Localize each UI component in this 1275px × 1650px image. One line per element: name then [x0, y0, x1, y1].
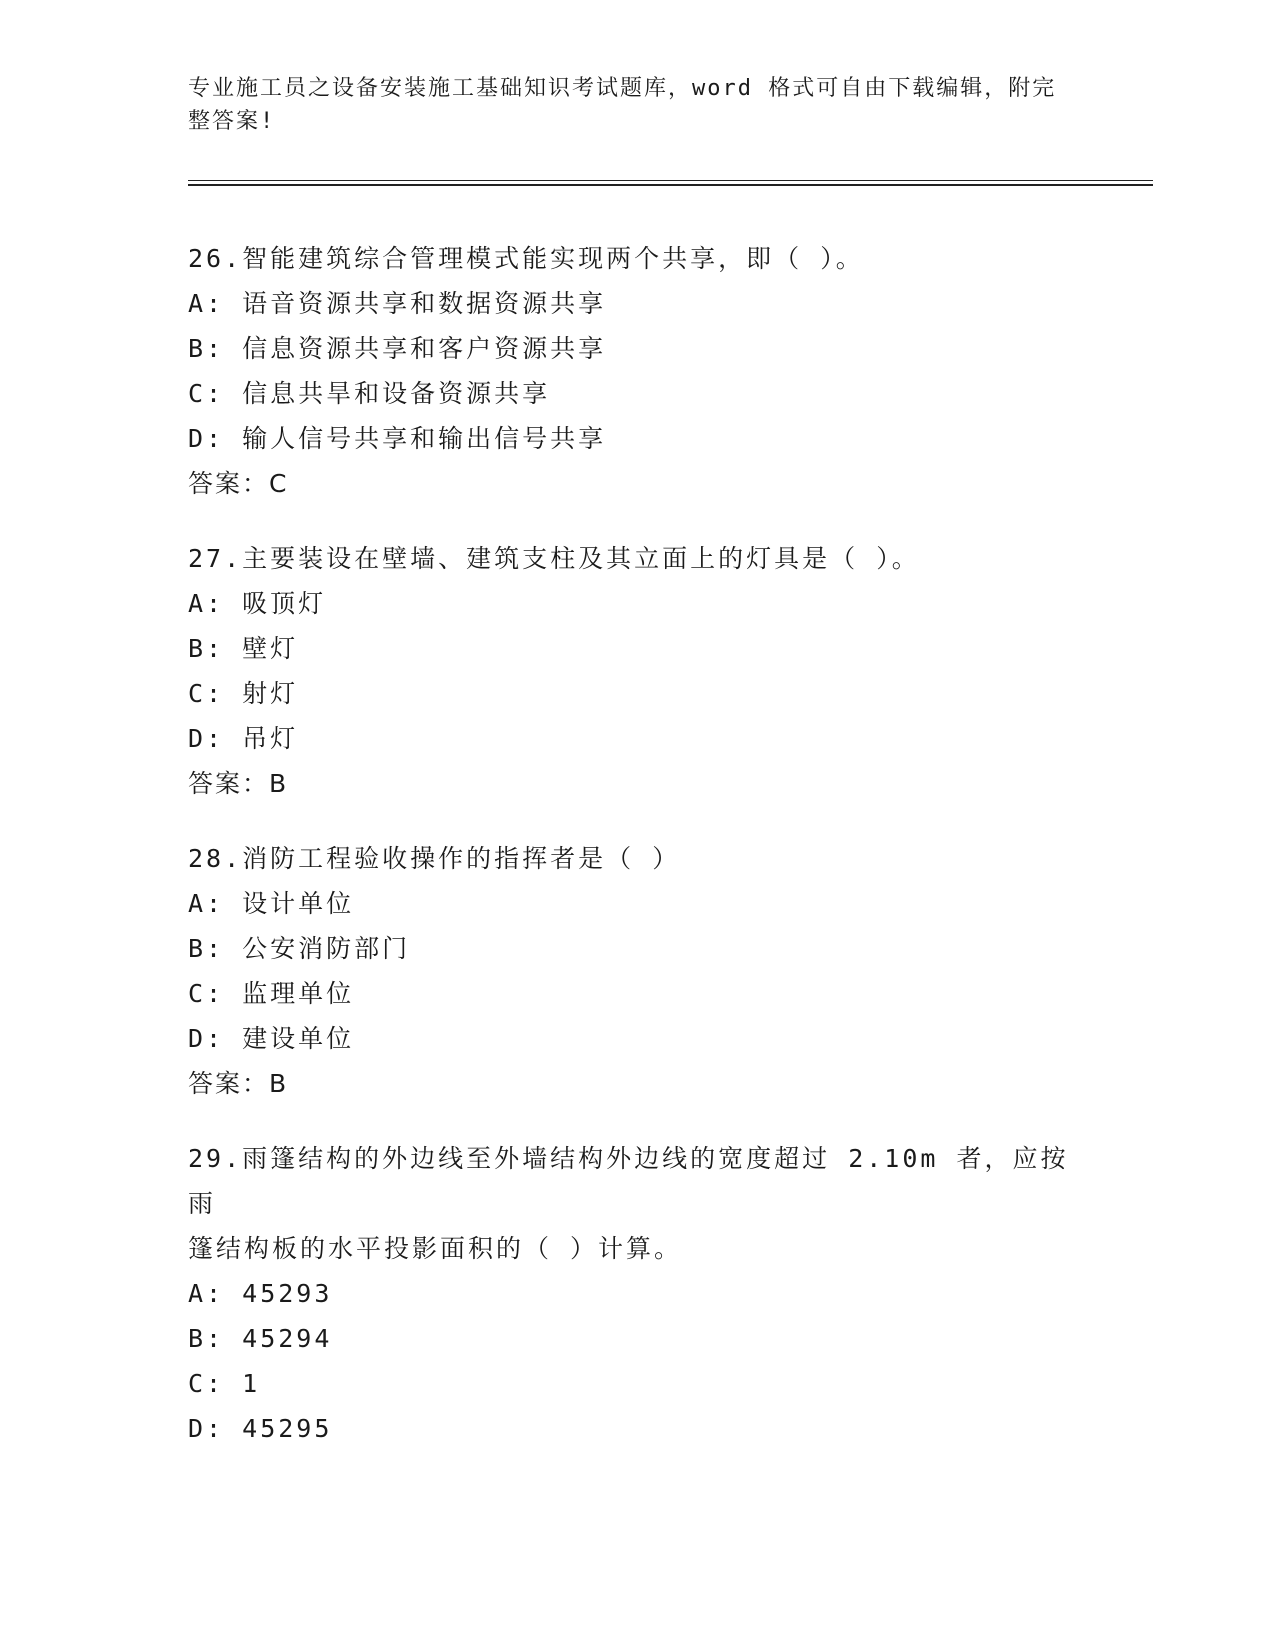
option-a: A: 语音资源共享和数据资源共享: [188, 289, 607, 318]
question-list: [188, 236, 1088, 1481]
question-stem-line-1: 29.雨篷结构的外边线至外墙结构外边线的宽度超过 2.10m 者，应按雨: [188, 1144, 1069, 1218]
question-28: [188, 836, 1088, 1106]
answer-line: 答案：B: [188, 769, 289, 798]
question-stem: 26.智能建筑综合管理模式能实现两个共享，即（ ）。: [188, 244, 864, 273]
question-26: [188, 236, 1088, 506]
answer-line: 答案：C: [188, 469, 289, 498]
option-c: C: 射灯: [188, 679, 299, 708]
question-stem: 27.主要装设在壁墙、建筑支柱及其立面上的灯具是（ ）。: [188, 544, 920, 573]
option-d: D: 建设单位: [188, 1024, 355, 1053]
answer-line: 答案：B: [188, 1069, 289, 1098]
option-b: B: 45294: [188, 1324, 333, 1353]
option-c: C: 监理单位: [188, 979, 355, 1008]
question-27: [188, 536, 1088, 806]
question-stem: 28.消防工程验收操作的指挥者是（ ）: [188, 844, 681, 873]
option-c: C: 信息共旱和设备资源共享: [188, 379, 551, 408]
option-a: A: 设计单位: [188, 889, 355, 918]
option-b: B: 公安消防部门: [188, 934, 411, 963]
option-c: C: 1: [188, 1369, 261, 1398]
option-d: D: 输人信号共享和输出信号共享: [188, 424, 607, 453]
option-d: D: 吊灯: [188, 724, 299, 753]
question-stem-line-2: 篷结构板的水平投影面积的（ ）计算。: [188, 1234, 683, 1263]
option-a: A: 45293: [188, 1279, 333, 1308]
option-d: D: 45295: [188, 1414, 333, 1443]
header-divider-top: [188, 180, 1153, 181]
option-b: B: 壁灯: [188, 634, 299, 663]
option-a: A: 吸顶灯: [188, 589, 327, 618]
document-header: [188, 72, 1068, 138]
header-line-1: 专业施工员之设备安装施工基础知识考试题库，word 格式可自由下载编辑，附完: [188, 76, 1057, 101]
question-29: [188, 1136, 1088, 1451]
header-line-2: 整答案!: [188, 109, 276, 134]
option-b: B: 信息资源共享和客户资源共享: [188, 334, 607, 363]
header-divider-bottom: [188, 184, 1153, 186]
